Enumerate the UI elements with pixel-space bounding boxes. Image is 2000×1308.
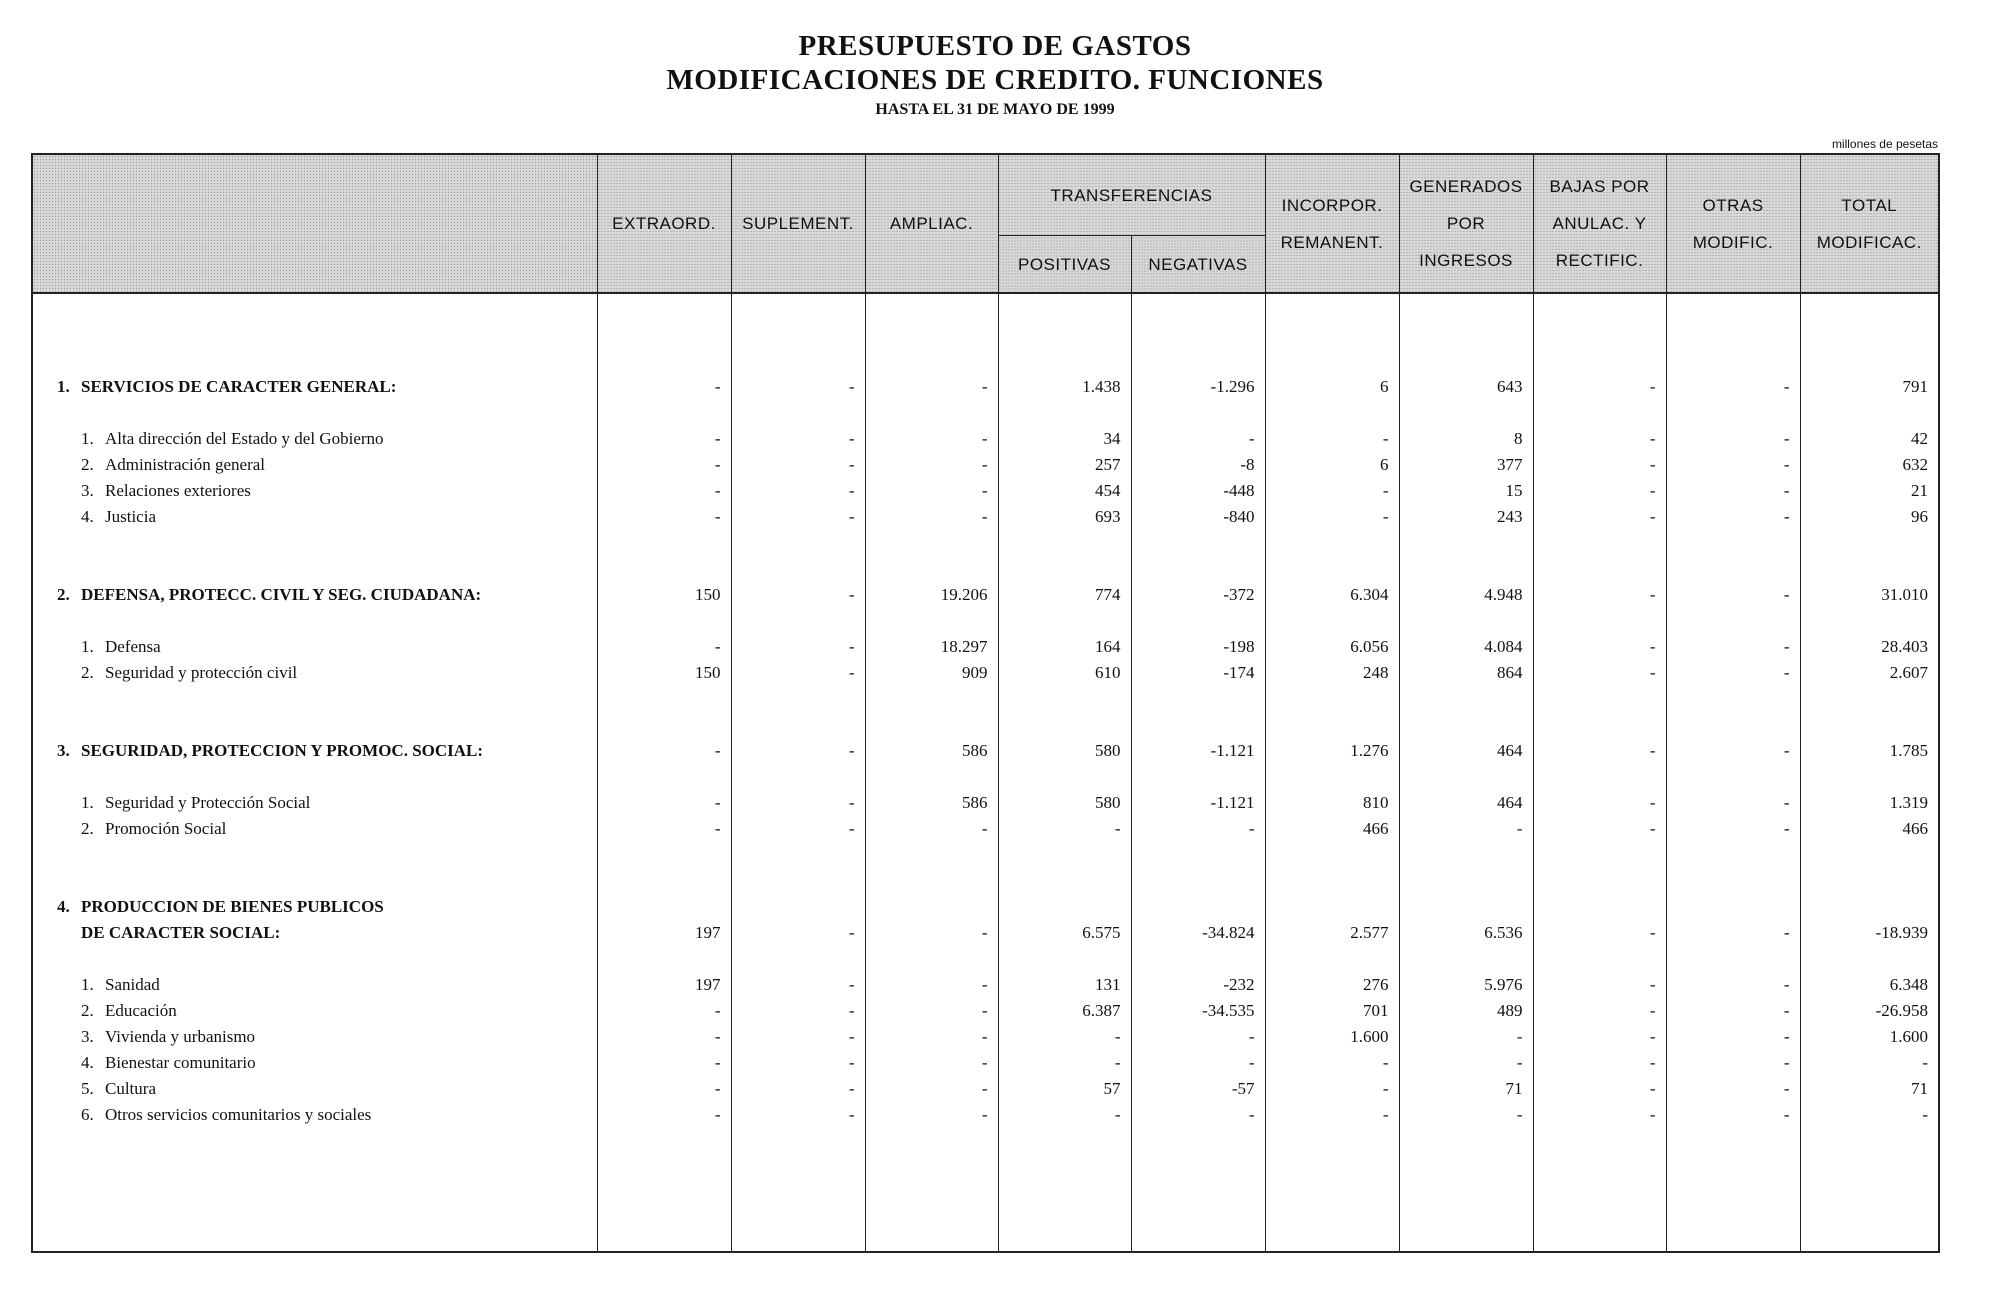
cell: -57 [1131,1076,1265,1102]
row-label: 1. Alta dirección del Estado y del Gobierno [32,426,597,452]
row-label: 2. Promoción Social [32,816,597,842]
cell: - [1533,478,1666,504]
cell: 150 [597,660,731,686]
cell: 6.387 [998,998,1131,1024]
cell: -18.939 [1800,920,1939,946]
cell: - [731,478,865,504]
cell: - [1265,426,1399,452]
cell: - [731,972,865,998]
cell: -448 [1131,478,1265,504]
col-transferencias: TRANSFERENCIAS [998,154,1265,236]
cell: - [731,374,865,400]
cell: 701 [1265,998,1399,1024]
col-ampliac: AMPLIAC. [865,154,998,293]
cell: - [865,1076,998,1102]
cell: 248 [1265,660,1399,686]
cell: - [1666,452,1800,478]
cell: - [865,374,998,400]
cell: - [1533,504,1666,530]
cell: 34 [998,426,1131,452]
cell: -34.535 [1131,998,1265,1024]
table-row [32,790,1939,816]
col-generados: GENERADOS POR INGRESOS [1399,154,1533,293]
row-label: 4. Justicia [32,504,597,530]
cell: 2.577 [1265,920,1399,946]
table-row [32,1050,1939,1076]
cell: 586 [865,790,998,816]
cell: - [731,998,865,1024]
cell: - [865,972,998,998]
cell: 6.056 [1265,634,1399,660]
cell: - [865,1102,998,1128]
table-row [32,738,1939,764]
row-label: 6. Otros servicios comunitarios y sociales [32,1102,597,1128]
table-row [32,816,1939,842]
cell: 150 [597,582,731,608]
cell: - [1265,504,1399,530]
cell: - [597,504,731,530]
table-row [32,1076,1939,1102]
cell: 42 [1800,426,1939,452]
cell: -840 [1131,504,1265,530]
cell: 580 [998,790,1131,816]
cell: - [731,1076,865,1102]
cell: - [597,634,731,660]
table-row [32,426,1939,452]
cell: -174 [1131,660,1265,686]
cell: - [597,738,731,764]
cell: - [597,452,731,478]
cell: 1.438 [998,374,1131,400]
cell: - [1800,1102,1939,1128]
col-total: TOTAL MODIFICAC. [1800,154,1939,293]
cell: - [1265,478,1399,504]
cell: - [865,1024,998,1050]
table-row-heading [32,894,1939,920]
cell: 791 [1800,374,1939,400]
budget-table [31,153,1940,1253]
cell: - [1666,374,1800,400]
cell: - [1265,1102,1399,1128]
cell: 586 [865,738,998,764]
table-row [32,660,1939,686]
cell: - [1533,374,1666,400]
cell: 131 [998,972,1131,998]
cell: 610 [998,660,1131,686]
row-label: 2. Seguridad y protección civil [32,660,597,686]
cell: - [998,1102,1131,1128]
cell: - [1666,478,1800,504]
cell: 377 [1399,452,1533,478]
cell: - [1399,1050,1533,1076]
cell: 4.084 [1399,634,1533,660]
cell: - [1399,816,1533,842]
cell: 243 [1399,504,1533,530]
cell: - [731,816,865,842]
cell: - [1666,1102,1800,1128]
cell: 1.785 [1800,738,1939,764]
cell: 19.206 [865,582,998,608]
cell: - [731,452,865,478]
table-row [32,634,1939,660]
row-label: 3. Vivienda y urbanismo [32,1024,597,1050]
cell: 580 [998,738,1131,764]
cell: - [998,1024,1131,1050]
cell: - [1666,660,1800,686]
cell: 28.403 [1800,634,1939,660]
row-label: 4. PRODUCCION DE BIENES PUBLICOS [32,894,597,920]
cell: 5.976 [1399,972,1533,998]
cell: - [865,426,998,452]
cell: - [731,582,865,608]
cell: - [998,1050,1131,1076]
cell: - [597,426,731,452]
cell: - [1533,452,1666,478]
cell: - [731,790,865,816]
cell: - [1533,660,1666,686]
cell: - [597,998,731,1024]
cell: - [865,452,998,478]
cell: - [1131,1102,1265,1128]
cell: - [731,1050,865,1076]
cell: - [1666,582,1800,608]
cell: 2.607 [1800,660,1939,686]
cell: - [1666,738,1800,764]
cell: -198 [1131,634,1265,660]
cell: - [1131,1050,1265,1076]
cell: - [597,816,731,842]
cell: 810 [1265,790,1399,816]
cell: 276 [1265,972,1399,998]
cell: 31.010 [1800,582,1939,608]
page-title: PRESUPUESTO DE GASTOS [798,30,1192,62]
cell: - [865,920,998,946]
cell: - [998,816,1131,842]
table-row [32,478,1939,504]
cell: - [597,790,731,816]
table-row [32,998,1939,1024]
row-label: 1. Sanidad [32,972,597,998]
cell: - [1533,920,1666,946]
cell: 6.348 [1800,972,1939,998]
cell: -26.958 [1800,998,1939,1024]
cell: - [1666,1050,1800,1076]
cell: - [1666,504,1800,530]
cell: - [1533,738,1666,764]
cell: - [1533,972,1666,998]
col-incorpor: INCORPOR. REMANENT. [1265,154,1399,293]
cell: - [1533,426,1666,452]
table-row [32,1102,1939,1128]
row-label: 1. Seguridad y Protección Social [32,790,597,816]
row-label: 3. Relaciones exteriores [32,478,597,504]
cell: - [1533,1050,1666,1076]
cell: 15 [1399,478,1533,504]
cell: 6.575 [998,920,1131,946]
cell: - [1666,920,1800,946]
cell: - [1533,1102,1666,1128]
cell: -1.121 [1131,738,1265,764]
cell: 6.304 [1265,582,1399,608]
cell: - [731,738,865,764]
cell: - [597,1050,731,1076]
cell: 466 [1800,816,1939,842]
cell: 6 [1265,374,1399,400]
row-label: 4. Bienestar comunitario [32,1050,597,1076]
cell: 643 [1399,374,1533,400]
cell: -34.824 [1131,920,1265,946]
cell: - [1533,1024,1666,1050]
cell: - [1265,1050,1399,1076]
cell: 464 [1399,790,1533,816]
cell: - [1131,1024,1265,1050]
cell: 464 [1399,738,1533,764]
row-label: 1. SERVICIOS DE CARACTER GENERAL: [32,374,597,400]
col-suplement: SUPLEMENT. [731,154,865,293]
table-row [32,504,1939,530]
cell: - [597,1024,731,1050]
cell: 71 [1800,1076,1939,1102]
cell: -232 [1131,972,1265,998]
cell: 454 [998,478,1131,504]
cell: - [1666,1076,1800,1102]
cell: 1.319 [1800,790,1939,816]
table-body [32,293,1939,1252]
row-label: 1. Defensa [32,634,597,660]
cell: - [1131,816,1265,842]
cell: - [865,478,998,504]
table-row [32,582,1939,608]
page-subtitle: MODIFICACIONES DE CREDITO. FUNCIONES [666,64,1324,96]
row-label: 3. SEGURIDAD, PROTECCION Y PROMOC. SOCIAL: [32,738,597,764]
cell: - [1399,1102,1533,1128]
cell: - [1533,998,1666,1024]
cell: - [731,504,865,530]
cell: - [731,1102,865,1128]
cell: - [1533,582,1666,608]
cell: 197 [597,920,731,946]
table-row [32,920,1939,946]
cell: - [597,478,731,504]
cell: 6 [1265,452,1399,478]
cell: - [865,998,998,1024]
cell: - [1666,816,1800,842]
col-bajas: BAJAS POR ANULAC. Y RECTIFIC. [1533,154,1666,293]
cell: - [731,660,865,686]
cell: 1.600 [1265,1024,1399,1050]
cell: 164 [998,634,1131,660]
cell: 1.276 [1265,738,1399,764]
cell: - [1265,1076,1399,1102]
cell: - [1666,634,1800,660]
cell: - [731,426,865,452]
cell: - [865,504,998,530]
cell: 489 [1399,998,1533,1024]
col-positivas: POSITIVAS [998,236,1131,294]
table-row [32,972,1939,998]
cell: 21 [1800,478,1939,504]
units-caption: millones de pesetas [1831,137,1938,151]
cell: - [1533,790,1666,816]
table-row [32,374,1939,400]
table-row [32,452,1939,478]
cell: - [1533,1076,1666,1102]
row-label-cont: DE CARACTER SOCIAL: [32,920,597,946]
cell: - [731,920,865,946]
cell: -1.296 [1131,374,1265,400]
row-label: 2. Administración general [32,452,597,478]
cell: 909 [865,660,998,686]
cell: 8 [1399,426,1533,452]
cell: 632 [1800,452,1939,478]
cell: - [1533,816,1666,842]
col-extraord: EXTRAORD. [597,154,731,293]
cell: - [1666,426,1800,452]
cell: - [597,1076,731,1102]
cell: - [597,374,731,400]
cell: 466 [1265,816,1399,842]
cell: - [731,1024,865,1050]
header-blank [32,154,597,293]
col-otras: OTRAS MODIFIC. [1666,154,1800,293]
row-label: 2. DEFENSA, PROTECC. CIVIL Y SEG. CIUDADANA: [32,582,597,608]
row-label: 5. Cultura [32,1076,597,1102]
cell: 71 [1399,1076,1533,1102]
cell: - [597,1102,731,1128]
cell: - [1666,790,1800,816]
cell: - [1666,1024,1800,1050]
cell: 864 [1399,660,1533,686]
cell: 4.948 [1399,582,1533,608]
cell: - [1800,1050,1939,1076]
cell: - [1131,426,1265,452]
cell: 197 [597,972,731,998]
cell: - [865,1050,998,1076]
cell: 693 [998,504,1131,530]
col-negativas: NEGATIVAS [1131,236,1265,294]
cell: 1.600 [1800,1024,1939,1050]
cell: 18.297 [865,634,998,660]
cell: 6.536 [1399,920,1533,946]
cell: - [1399,1024,1533,1050]
table-row [32,1024,1939,1050]
cell: -372 [1131,582,1265,608]
date-caption: HASTA EL 31 DE MAYO DE 1999 [875,101,1115,118]
cell: - [731,634,865,660]
cell: -8 [1131,452,1265,478]
row-label: 2. Educación [32,998,597,1024]
cell: 57 [998,1076,1131,1102]
cell: - [1666,998,1800,1024]
cell: - [1533,634,1666,660]
cell: - [865,816,998,842]
cell: 96 [1800,504,1939,530]
cell: -1.121 [1131,790,1265,816]
cell: - [1666,972,1800,998]
cell: 257 [998,452,1131,478]
cell: 774 [998,582,1131,608]
